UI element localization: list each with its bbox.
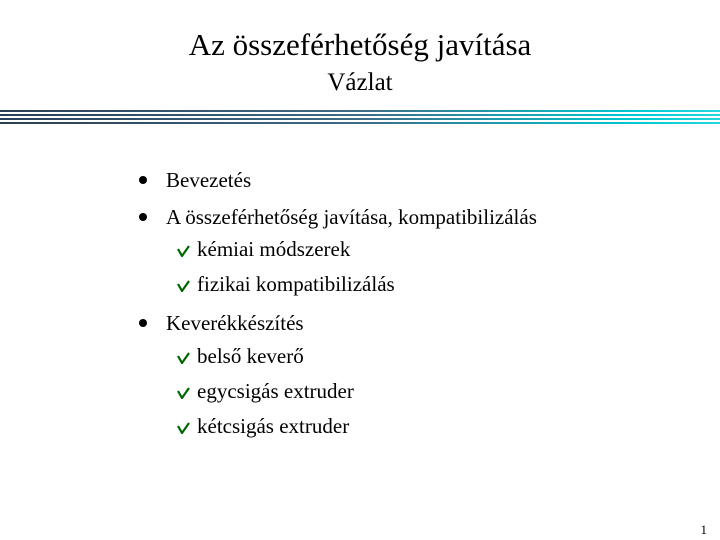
bullet-icon: [139, 319, 147, 327]
sub-list-item: [177, 236, 350, 262]
header-divider: [0, 110, 720, 124]
slide-subtitle: Vázlat: [327, 69, 393, 96]
sub-list-item: [177, 378, 354, 404]
slide-title: Az összeférhetőség javítása: [188, 27, 532, 62]
list-item-label: A összeférhetőség javítása, kompatibilizálás: [166, 205, 537, 229]
check-mark-icon: [177, 280, 190, 292]
list-item-label: Bevezetés: [166, 168, 252, 192]
bullet-icon: [139, 213, 147, 221]
page-number: 1: [700, 522, 707, 537]
sub-list-item-label: belső keverő: [197, 344, 304, 368]
sub-list-item-label: kétcsigás extruder: [197, 414, 350, 438]
sub-list-item-label: egycsigás extruder: [197, 379, 354, 403]
bullet-icon: [139, 176, 147, 184]
sub-list-item-label: kémiai módszerek: [197, 237, 351, 261]
sub-list-item: [177, 271, 395, 297]
list-item-label: Keverékkészítés: [166, 311, 304, 335]
sub-list-item-label: fizikai kompatibilizálás: [197, 272, 395, 296]
check-mark-icon: [177, 387, 190, 399]
sub-list-item: [177, 343, 304, 369]
check-mark-icon: [177, 422, 190, 434]
sub-list-item: [177, 413, 349, 439]
check-mark-icon: [177, 245, 190, 257]
check-mark-icon: [177, 352, 190, 364]
